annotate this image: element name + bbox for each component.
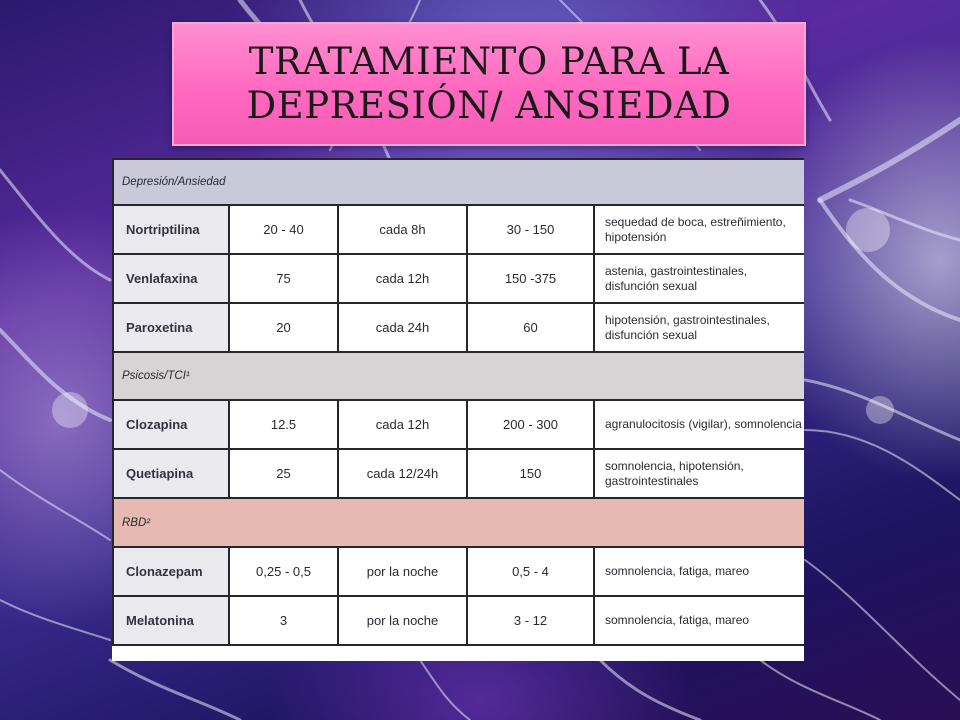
section-row-psicosis bbox=[113, 352, 804, 400]
initial-dose: 75 bbox=[229, 254, 338, 303]
dose-frequency: cada 8h bbox=[338, 205, 467, 254]
treatment-table-image bbox=[112, 158, 804, 661]
table-row bbox=[113, 303, 804, 352]
side-effects: somnolencia, hipotensión, gastrointestinales bbox=[594, 449, 804, 498]
dose-range: 3 - 12 bbox=[467, 596, 594, 645]
slide-title-line-2: DEPRESIÓN/ ANSIEDAD bbox=[246, 84, 732, 127]
dose-range: 200 - 300 bbox=[467, 400, 594, 449]
dose-frequency: cada 12/24h bbox=[338, 449, 467, 498]
dose-frequency: cada 24h bbox=[338, 303, 467, 352]
initial-dose: 20 - 40 bbox=[229, 205, 338, 254]
slide-title-box bbox=[172, 22, 806, 146]
table-row bbox=[113, 547, 804, 596]
side-effects: somnolencia, fatiga, mareo bbox=[594, 547, 804, 596]
initial-dose: 12.5 bbox=[229, 400, 338, 449]
initial-dose: 20 bbox=[229, 303, 338, 352]
drug-name: Venlafaxina bbox=[113, 254, 229, 303]
side-effects: hipotensión, gastrointestinales, disfunción sexual bbox=[594, 303, 804, 352]
section-label: RBD² bbox=[113, 498, 804, 547]
dose-range: 150 bbox=[467, 449, 594, 498]
side-effects: sequedad de boca, estreñimiento, hipotensión bbox=[594, 205, 804, 254]
treatment-table bbox=[112, 158, 804, 646]
side-effects: agranulocitosis (vigilar), somnolencia bbox=[594, 400, 804, 449]
section-label: Depresión/Ansiedad bbox=[113, 159, 804, 205]
dose-range: 150 -375 bbox=[467, 254, 594, 303]
table-row bbox=[113, 449, 804, 498]
drug-name: Paroxetina bbox=[113, 303, 229, 352]
drug-name: Quetiapina bbox=[113, 449, 229, 498]
section-row-rbd bbox=[113, 498, 804, 547]
section-label: Psicosis/TCI¹ bbox=[113, 352, 804, 400]
table-row bbox=[113, 205, 804, 254]
section-row-depresion bbox=[113, 159, 804, 205]
initial-dose: 3 bbox=[229, 596, 338, 645]
dose-range: 0,5 - 4 bbox=[467, 547, 594, 596]
dose-frequency: cada 12h bbox=[338, 254, 467, 303]
dose-frequency: por la noche bbox=[338, 547, 467, 596]
drug-name: Clozapina bbox=[113, 400, 229, 449]
dose-range: 60 bbox=[467, 303, 594, 352]
drug-name: Melatonina bbox=[113, 596, 229, 645]
table-row bbox=[113, 254, 804, 303]
initial-dose: 0,25 - 0,5 bbox=[229, 547, 338, 596]
table-row bbox=[113, 596, 804, 645]
slide-title bbox=[247, 40, 732, 128]
initial-dose: 25 bbox=[229, 449, 338, 498]
drug-name: Nortriptilina bbox=[113, 205, 229, 254]
side-effects: astenia, gastrointestinales, disfunción sexual bbox=[594, 254, 804, 303]
slide-title-line-1: TRATAMIENTO PARA LA bbox=[248, 40, 730, 83]
dose-frequency: por la noche bbox=[338, 596, 467, 645]
drug-name: Clonazepam bbox=[113, 547, 229, 596]
table-row bbox=[113, 400, 804, 449]
dose-range: 30 - 150 bbox=[467, 205, 594, 254]
dose-frequency: cada 12h bbox=[338, 400, 467, 449]
side-effects: somnolencia, fatiga, mareo bbox=[594, 596, 804, 645]
